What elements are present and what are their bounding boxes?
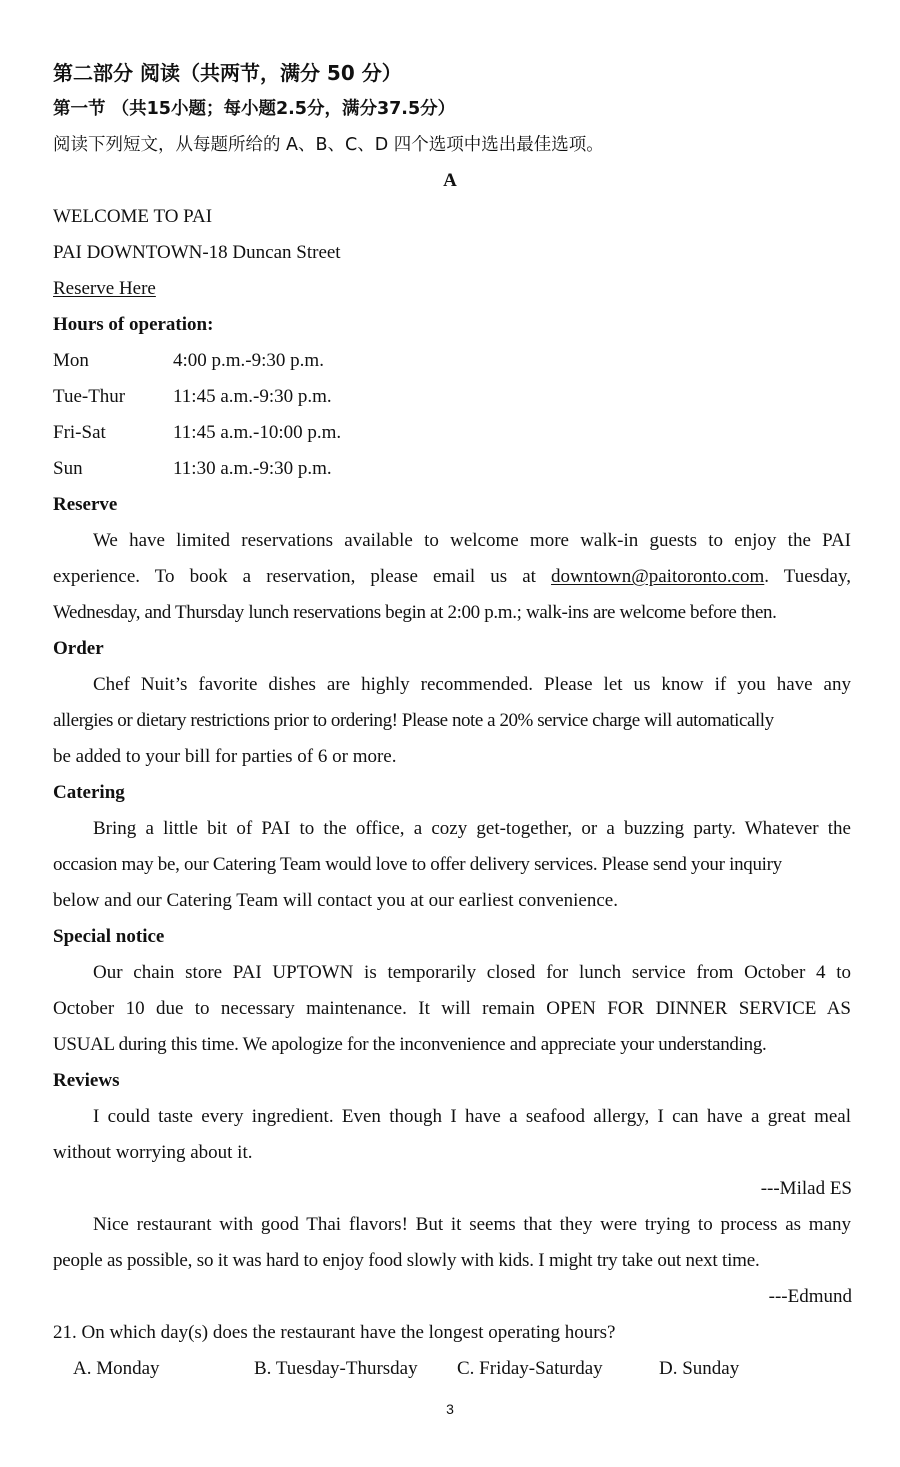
notice-text-line: October 10 due to necessary maintenance. It will remain OPEN FOR DINNER SERVICE AS	[53, 998, 851, 1019]
order-text-line: be added to your bill for parties of 6 or more.	[53, 746, 397, 767]
passage-letter: A	[443, 170, 457, 191]
option-d[interactable]: D. Sunday	[659, 1358, 740, 1379]
address: PAI DOWNTOWN-18 Duncan Street	[53, 242, 341, 263]
hours-time: 4:00 p.m.-9:30 p.m.	[173, 350, 324, 371]
hours-day: Fri-Sat	[53, 422, 106, 443]
hours-day: Tue-Thur	[53, 386, 126, 407]
reserve-text-line: Wednesday, and Thursday lunch reservations begin at 2:00 p.m.; walk-ins are welcome before then.	[53, 602, 777, 623]
reserve-text-segment: . Tuesday,	[764, 566, 851, 587]
reviews-heading: Reviews	[53, 1070, 120, 1091]
reserve-text-line	[53, 566, 851, 588]
email-link[interactable]: downtown@paitoronto.com	[551, 566, 765, 587]
review-text-line: people as possible, so it was hard to enjoy food slowly with kids. I might try take out next time.	[53, 1250, 760, 1271]
subsection-title: 第一节 （共15小题；每小题2.5分，满分37.5分）	[53, 99, 456, 119]
review-author: ---Milad ES	[760, 1178, 852, 1199]
section-title: 第二部分 阅读（共两节，满分 50 分）	[53, 61, 402, 85]
hours-time: 11:45 a.m.-9:30 p.m.	[173, 386, 332, 407]
option-c[interactable]: C. Friday-Saturday	[457, 1358, 603, 1379]
review-text-line: I could taste every ingredient. Even though I have a seafood allergy, I can have a great meal	[93, 1106, 851, 1127]
catering-heading: Catering	[53, 782, 125, 803]
review-author: ---Edmund	[768, 1286, 852, 1307]
hours-day: Mon	[53, 350, 89, 371]
question-text: 21. On which day(s) does the restaurant have the longest operating hours?	[53, 1322, 616, 1343]
hours-day: Sun	[53, 458, 83, 479]
hours-heading: Hours of operation:	[53, 314, 214, 335]
reserve-link[interactable]: Reserve Here	[53, 278, 156, 299]
hours-row	[53, 350, 324, 372]
reserve-heading: Reserve	[53, 494, 118, 515]
order-text-line: Chef Nuit’s favorite dishes are highly recommended. Please let us know if you have any	[93, 674, 851, 695]
review-text-line: Nice restaurant with good Thai flavors! But it seems that they were trying to process as many	[93, 1214, 851, 1235]
page-number: 3	[446, 1401, 454, 1417]
notice-heading: Special notice	[53, 926, 165, 947]
reserve-text-line: We have limited reservations available to welcome more walk-in guests to enjoy the PAI	[93, 530, 851, 551]
order-text-line: allergies or dietary restrictions prior to ordering! Please note a 20% service charge will automatically	[53, 710, 774, 731]
instructions: 阅读下列短文，从每题所给的 A、B、C、D 四个选项中选出最佳选项。	[53, 135, 604, 155]
order-heading: Order	[53, 638, 104, 659]
option-b[interactable]: B. Tuesday-Thursday	[254, 1358, 418, 1379]
catering-text-line: occasion may be, our Catering Team would love to offer delivery services. Please send your inquiry	[53, 854, 782, 875]
notice-text-line: USUAL during this time. We apologize for the inconvenience and appreciate your understanding.	[53, 1034, 767, 1055]
option-a[interactable]: A. Monday	[73, 1358, 160, 1379]
catering-text-line: below and our Catering Team will contact you at our earliest convenience.	[53, 890, 618, 911]
hours-time: 11:30 a.m.-9:30 p.m.	[173, 458, 332, 479]
review-text-line: without worrying about it.	[53, 1142, 253, 1163]
hours-row	[53, 386, 332, 408]
notice-text-line: Our chain store PAI UPTOWN is temporarily closed for lunch service from October 4 to	[93, 962, 851, 983]
catering-text-line: Bring a little bit of PAI to the office, a cozy get-together, or a buzzing party. Whatever the	[93, 818, 851, 839]
hours-time: 11:45 a.m.-10:00 p.m.	[173, 422, 342, 443]
reserve-text-segment: experience. To book a reservation, please email us at	[53, 566, 552, 587]
welcome-heading: WELCOME TO PAI	[53, 206, 213, 227]
hours-row	[53, 458, 332, 480]
hours-row	[53, 422, 341, 444]
